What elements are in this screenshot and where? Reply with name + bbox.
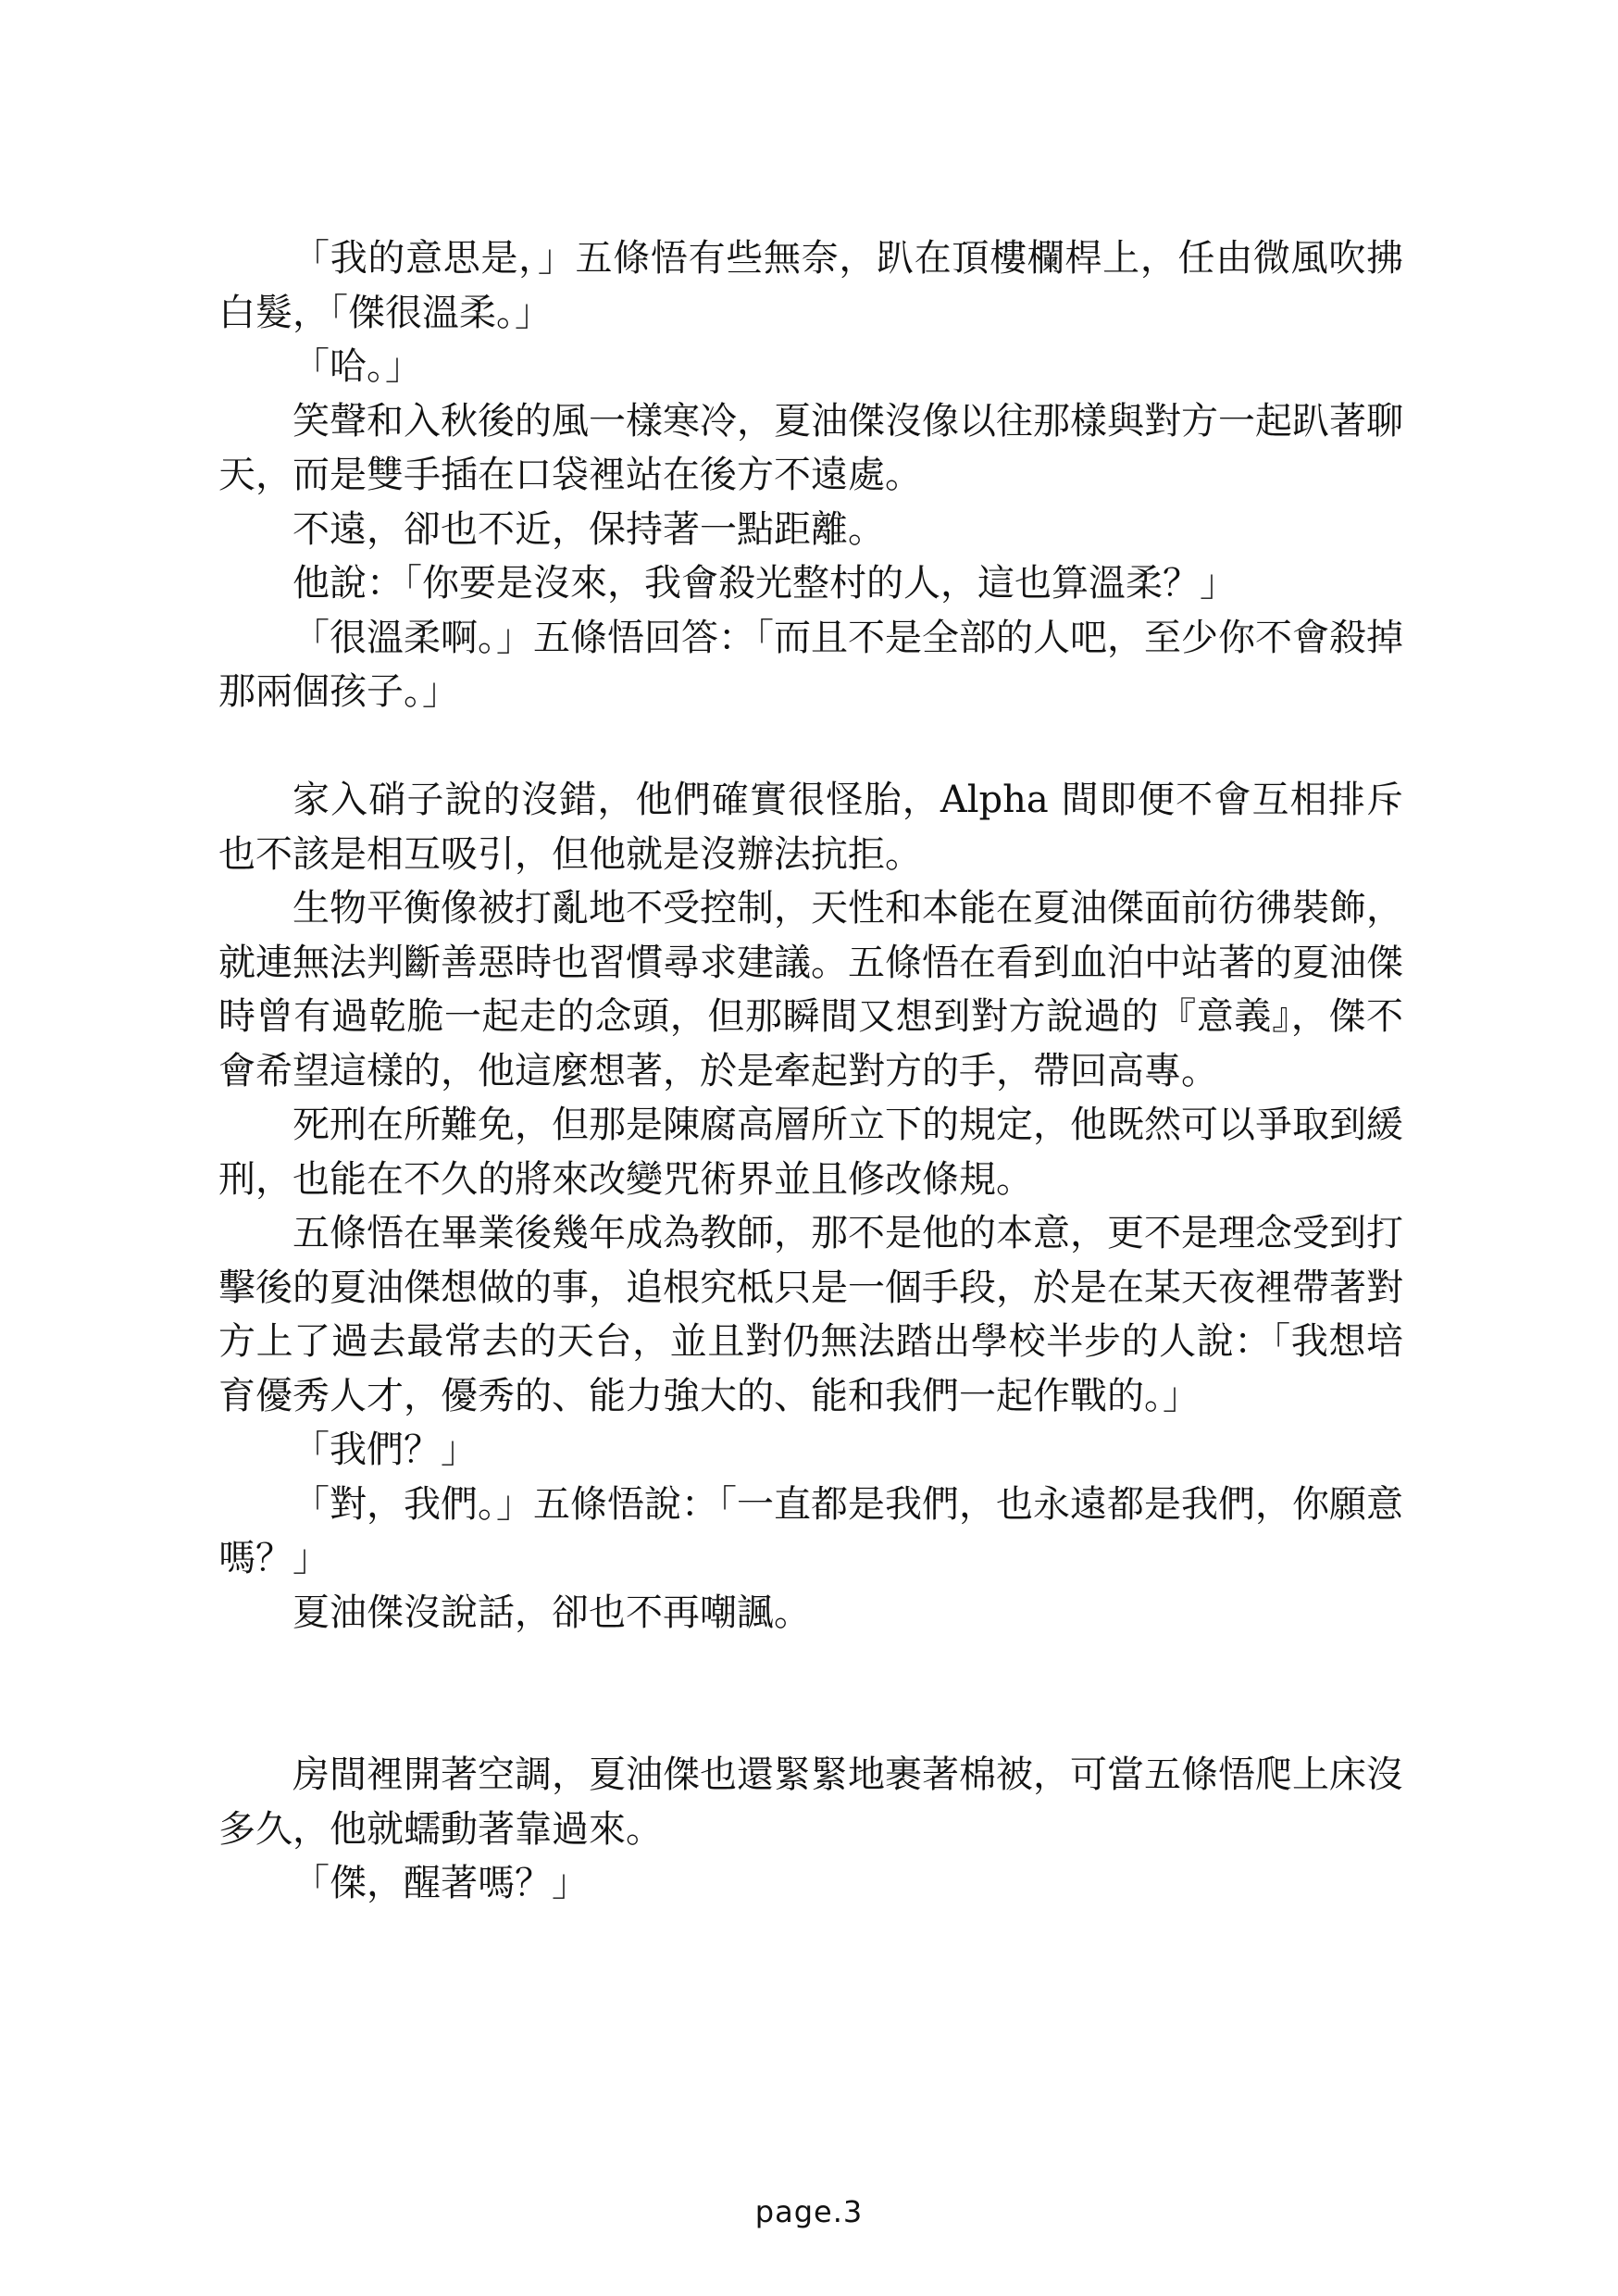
section-3 [218,1748,1403,1911]
paragraph: 五條悟在畢業後幾年成為教師，那不是他的本意，更不是理念受到打擊後的夏油傑想做的事，追根究柢只是一個手段，於是在某天夜裡帶著對方上了過去最常去的天台，並且對仍無法踏出學校半步的人說：「我想培育優秀人才，優秀的、能力強大的、能和我們一起作戰的。」 [218,1212,1403,1417]
section-1 [218,231,1403,719]
section-break [218,719,1403,774]
paragraph: 「對，我們。」五條悟說：「一直都是我們，也永遠都是我們，你願意嗎？」 [218,1482,1403,1579]
paragraph: 夏油傑沒說話，卻也不再嘲諷。 [292,1591,811,1634]
paragraph: 「哈。」 [292,345,422,388]
paragraph: 生物平衡像被打亂地不受控制，天性和本能在夏油傑面前彷彿裝飾，就連無法判斷善惡時也習慣尋求建議。五條悟在看到血泊中站著的夏油傑時曾有過乾脆一起走的念頭，但那瞬間又想到對方說過的『意義』，傑不會希望這樣的，他這麼想著，於是牽起對方的手，帶回高專。 [218,887,1403,1092]
paragraph: 不遠，卻也不近，保持著一點距離。 [292,507,885,551]
paragraph: 「傑，醒著嗎？」 [292,1862,589,1904]
paragraph: 房間裡開著空調，夏油傑也還緊緊地裹著棉被，可當五條悟爬上床沒多久，他就蠕動著靠過來。 [218,1753,1403,1851]
paragraph: 笑聲和入秋後的風一樣寒冷，夏油傑沒像以往那樣與對方一起趴著聊天，而是雙手插在口袋裡站在後方不遠處。 [218,399,1403,496]
page-number: page.3 [754,2194,864,2229]
section-break [218,1640,1403,1748]
paragraph: 家入硝子說的沒錯，他們確實很怪胎，Alpha 間即便不會互相排斥也不該是相互吸引，但他就是沒辦法抗拒。 [218,779,1403,876]
paragraph: 「我的意思是，」五條悟有些無奈，趴在頂樓欄桿上，任由微風吹拂白髮，「傑很溫柔。」 [218,237,1403,334]
paragraph: 他說：「你要是沒來，我會殺光整村的人，這也算溫柔？」 [292,562,1237,605]
paragraph: 「我們？」 [292,1429,478,1471]
body-text [218,231,1403,1911]
paragraph: 死刑在所難免，但那是陳腐高層所立下的規定，他既然可以爭取到緩刑，也能在不久的將來改變咒術界並且修改條規。 [218,1104,1403,1201]
section-2 [218,773,1403,1640]
paragraph: 「很溫柔啊。」五條悟回答：「而且不是全部的人吧，至少你不會殺掉那兩個孩子。」 [218,616,1403,713]
